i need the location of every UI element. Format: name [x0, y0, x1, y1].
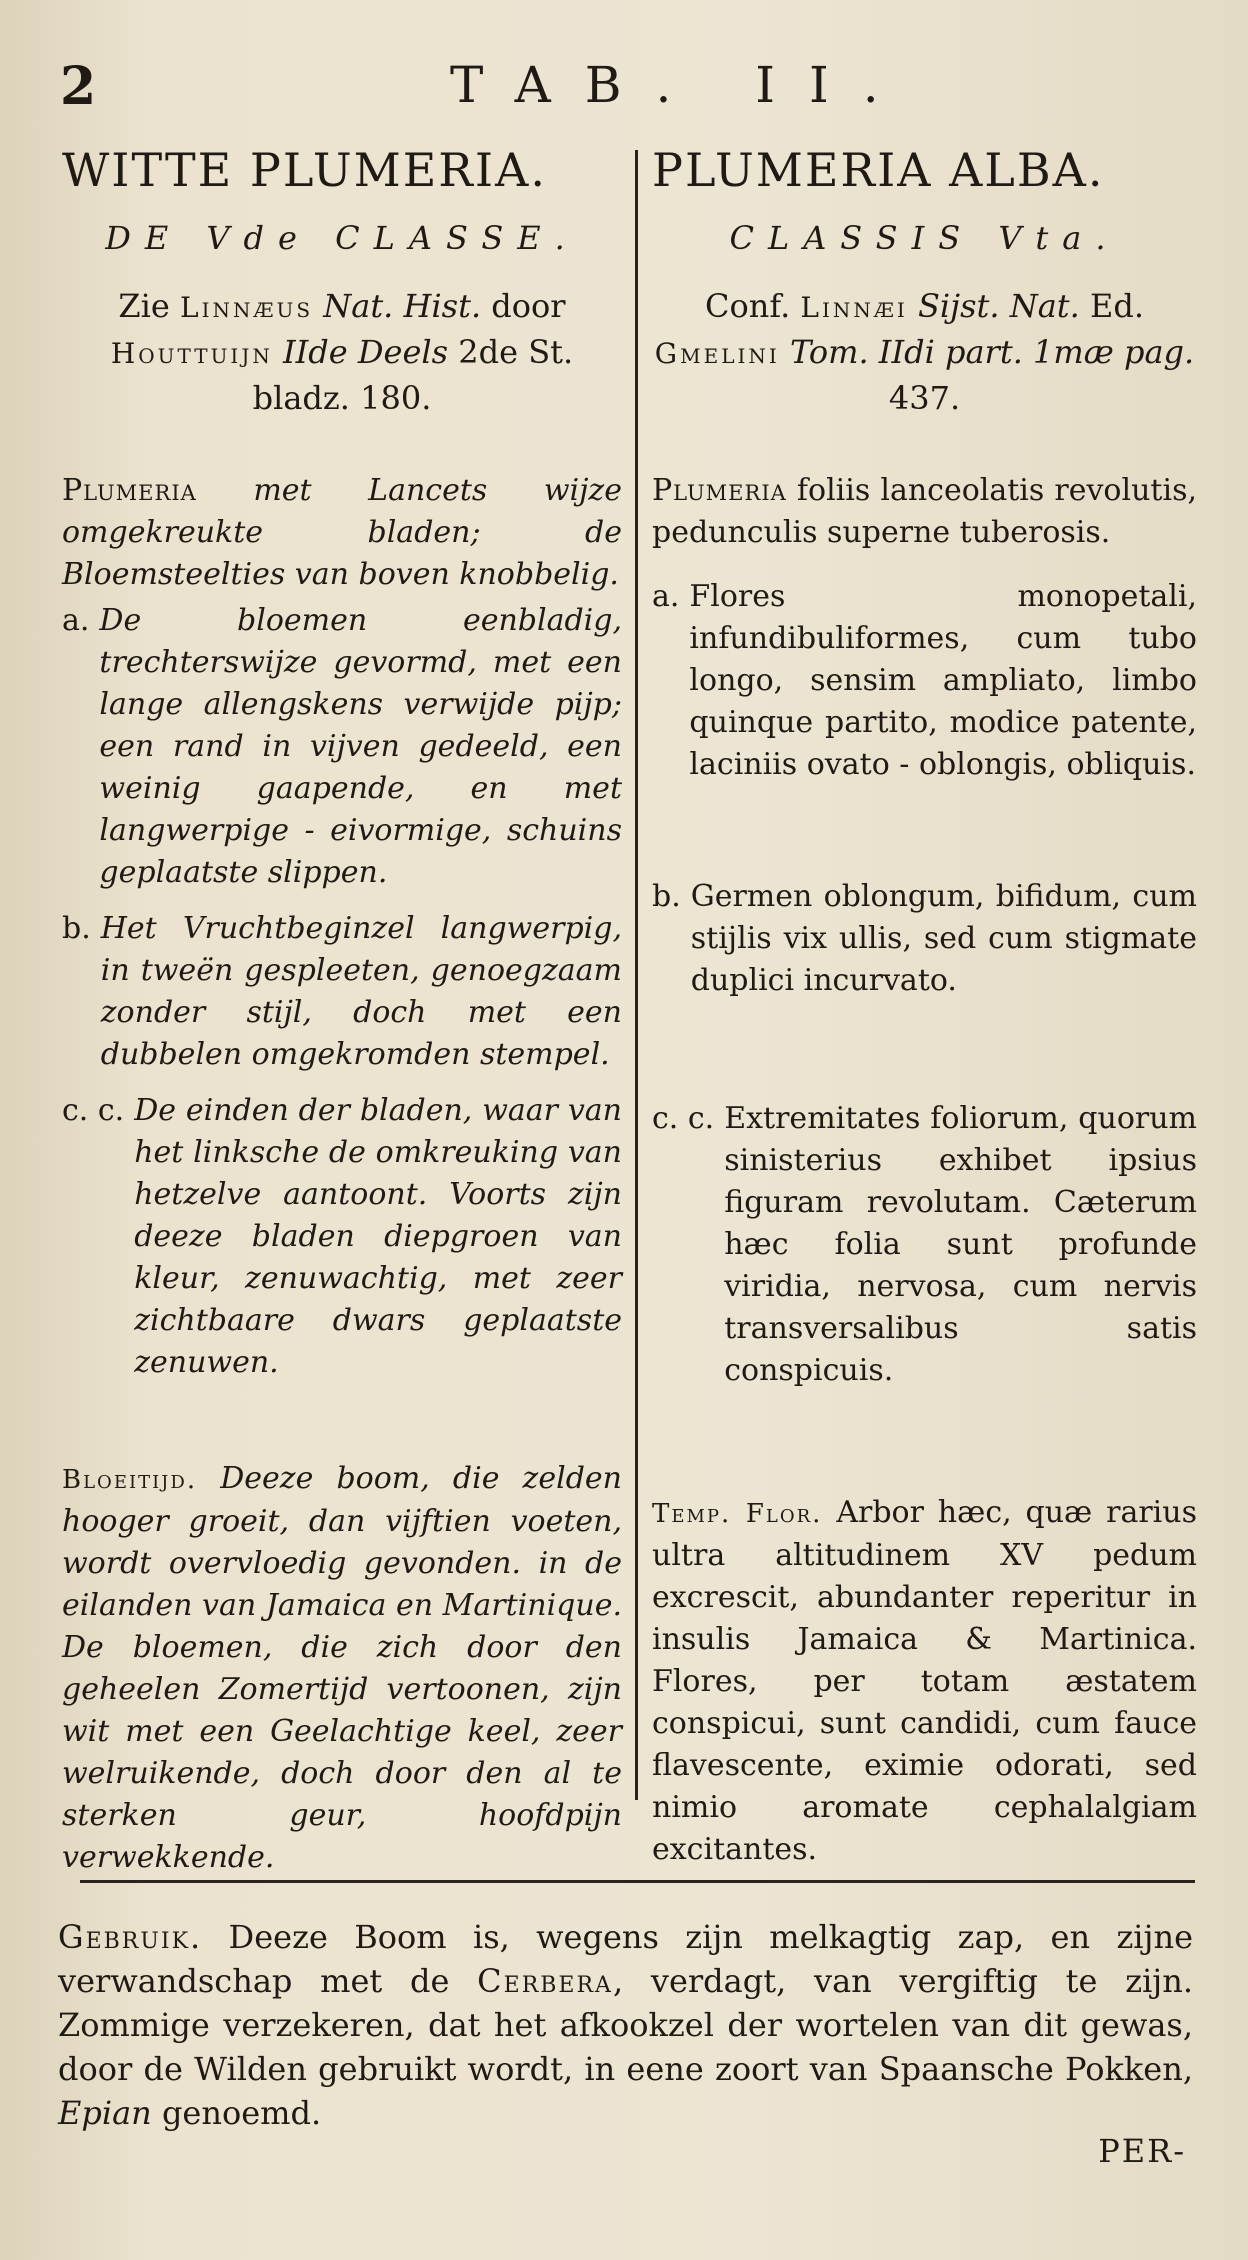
entry-mark: c. c.: [62, 1093, 125, 1128]
plate-label: TAB. II.: [450, 56, 913, 114]
usage-genus: Cerbera: [477, 1962, 613, 2000]
description-text: foliis lanceolatis revolutis, pedunculis superne tuberosis.: [652, 473, 1197, 550]
entry-text: De bloemen eenbladig, trechterswijze gevormd, met een lange allengskens verwijde pijp; een rand in vijven gedeeld, een weinig gaapende, en met langwerpige - eivormige, schuins geplaatste slippen.: [99, 603, 622, 890]
usage-label: Gebruik.: [58, 1918, 203, 1956]
latin-title: PLUMERIA ALBA.: [652, 143, 1105, 197]
entry-text: Het Vruchtbeginzel langwerpig, in tweën gespleeten, genoegzaam zonder stijl, doch met een dubbelen omgekromden stempel.: [100, 911, 622, 1072]
usage-text: genoemd.: [151, 2094, 322, 2132]
usage-text: Deeze Boom is, wegens zijn melkagtig zap, en zijne verwandschap met de: [58, 1918, 1193, 2000]
ref-page: 2de St. bladz. 180.: [252, 333, 574, 417]
flowering-text: Deeze boom, die zelden hooger groeit, dan vijftien voeten, wordt overvloedig gevonden. in de eilanden van Jamaica en Martinique. De bloemen, die zich door den geheelen Zomertijd vertoonen, zijn wit met een Geelachtige keel, zeer welruikende, doch door den al te sterken geur, hoofdpijn verwekkende.: [62, 1461, 622, 1875]
flowering-label: Temp. Flor.: [652, 1499, 823, 1529]
entry-text: De einden der bladen, waar van het linksche de omkreuking van hetzelve aantoont. Voorts zijn deeze bladen diepgroen van kleur, zenuwachtig, met zeer zichtbaare dwars geplaatste zenuwen.: [134, 1093, 622, 1380]
genus-name: Plumeria: [652, 473, 787, 508]
flowering-label: Bloeitijd.: [62, 1465, 198, 1495]
entry-mark: c. c.: [652, 1101, 715, 1136]
ref-author: Linnæi: [800, 291, 908, 324]
section-divider: [80, 1880, 1195, 1883]
page-number: 2: [60, 56, 97, 117]
ref-text: door: [481, 287, 566, 325]
ref-text: Conf.: [705, 287, 801, 325]
ref-text: Ed.: [1079, 287, 1144, 325]
latin-description: [652, 470, 1197, 554]
entry-mark: b.: [62, 911, 91, 946]
entry-text: Germen oblongum, bifidum, cum stijlis vix ullis, sed cum stigmate duplici incurvato.: [690, 879, 1197, 998]
usage-disease-name: Epian: [58, 2094, 152, 2132]
entry-mark: a.: [652, 579, 680, 614]
dutch-flowering: [62, 1458, 622, 1879]
dutch-column: [62, 140, 622, 1879]
dutch-entry-b: [62, 908, 622, 1076]
page-header: [60, 56, 1190, 126]
ref-work: Nat. Hist.: [313, 287, 482, 325]
ref-editor: Gmelini: [654, 337, 780, 370]
latin-column: [652, 140, 1197, 1871]
dutch-class: DE Vde CLASSE.: [105, 219, 579, 257]
ref-volume: Tom. IIdi part. 1mæ pag.: [779, 333, 1195, 371]
dutch-entry-c: [62, 1090, 622, 1384]
ref-work: Sijst. Nat.: [907, 287, 1080, 325]
latin-flowering: [652, 1492, 1197, 1871]
ref-page: 437.: [888, 379, 961, 417]
usage-text: , verdagt, van vergiftig te zijn. Zommige verzekeren, dat het afkookzel der wortelen van dit gewas, door de Wilden gebruikt wordt, in eene zoort van Spaansche Pokken,: [58, 1962, 1193, 2088]
entry-mark: b.: [652, 879, 681, 914]
latin-reference: [652, 284, 1197, 420]
dutch-title: WITTE PLUMERIA.: [62, 143, 547, 197]
usage-paragraph: [58, 1915, 1193, 2135]
description-text: met Lancets wijze omgekreukte bladen; de Bloemsteelties van boven knobbelig.: [62, 473, 622, 592]
entry-text: Flores monopetali, infundibuliformes, cum tubo longo, sensim ampliato, limbo quinque partito, modice patente, laciniis ovato - oblongis, obliquis.: [689, 579, 1197, 782]
column-divider: [635, 150, 638, 1800]
ref-translator: Houttuijn: [110, 337, 273, 370]
dutch-reference: [62, 284, 622, 420]
latin-entry-b: [652, 876, 1197, 1002]
flowering-text: Arbor hæc, quæ rarius ultra altitudinem XV pedum excrescit, abundanter reperitur in insulis Jamaica & Martinica. Flores, per totam æstatem conspicui, sunt candidi, cum fauce flavescente, eximie odorati, sed nimio aromate cephalalgiam excitantes.: [652, 1495, 1197, 1867]
entry-mark: a.: [62, 603, 90, 638]
latin-entry-c: [652, 1098, 1197, 1392]
dutch-description: [62, 470, 622, 596]
ref-text: Zie: [118, 287, 180, 325]
ref-author: Linnæus: [179, 291, 314, 324]
latin-entry-a: [652, 576, 1197, 786]
latin-class: CLASSIS Vta.: [729, 219, 1120, 257]
entry-text: Extremitates foliorum, quorum sinisterius exhibet ipsius figuram revolutam. Cæterum hæc folia sunt profunde viridia, nervosa, cum nervis transversalibus satis conspicuis.: [724, 1101, 1197, 1388]
genus-name: Plumeria: [62, 473, 197, 508]
dutch-entry-a: [62, 600, 622, 894]
catchword: PER-: [1098, 2132, 1186, 2170]
ref-volume: IIde Deels: [272, 333, 449, 371]
